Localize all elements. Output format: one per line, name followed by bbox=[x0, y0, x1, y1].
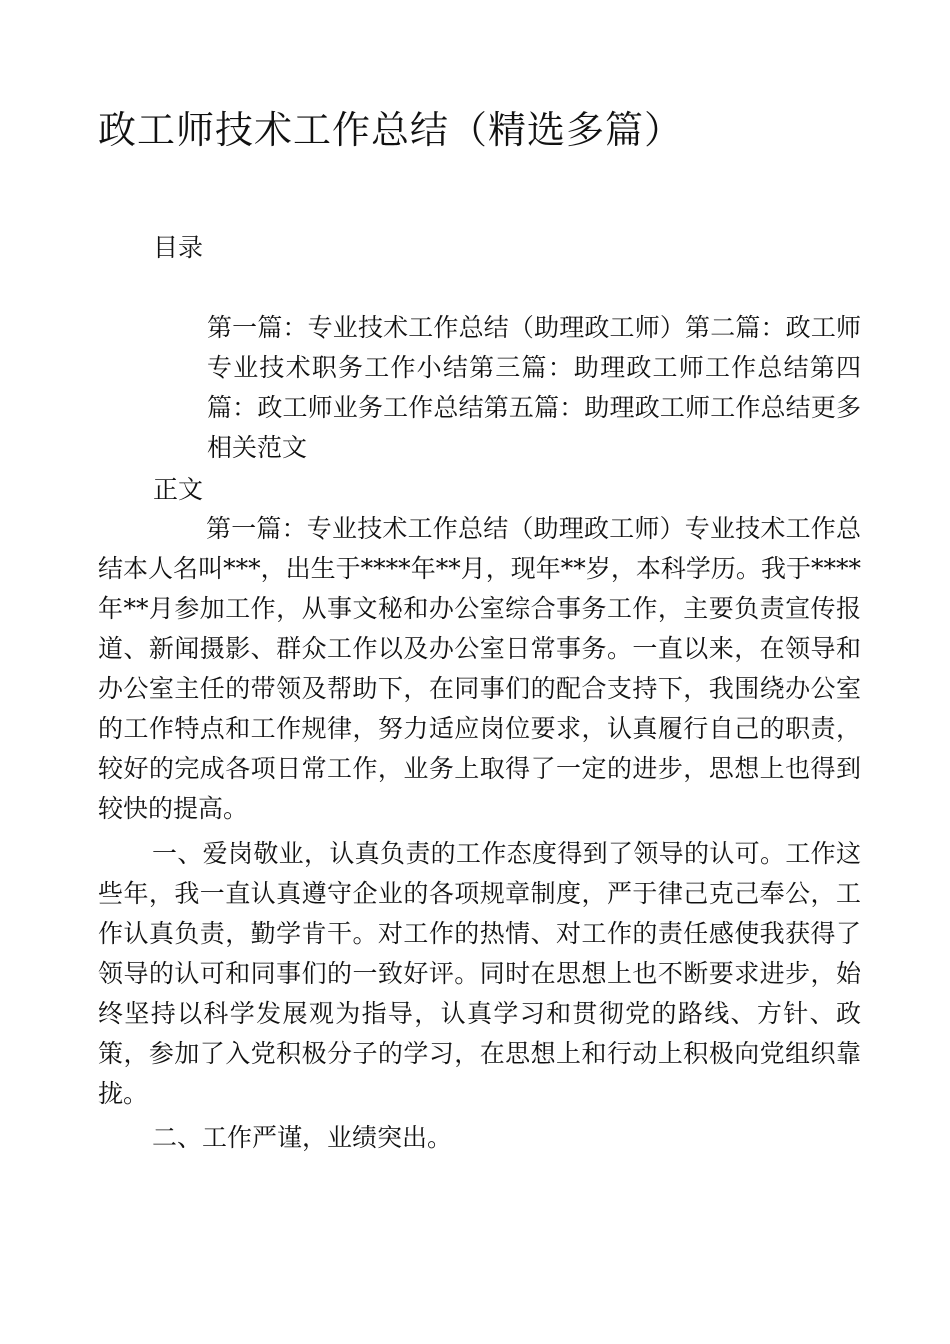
toc-text: 第一篇：专业技术工作总结（助理政工师）第二篇：政工师专业技术职务工作小结第三篇：助理政工师工作总结第四篇：政工师业务工作总结第五篇：助理政工师工作总结更多相关范文 bbox=[207, 313, 861, 462]
paragraph-section-one: 一、爱岗敬业，认真负责的工作态度得到了领导的认可。工作这些年，我一直认真遵守企业的各项规章制度，严于律己克己奉公，工作认真负责，勤学肯干。对工作的热情、对工作的责任感使我获得了领导的认可和同事们的一致好评。同时在思想上也不断要求进步，始终坚持以科学发展观为指导，认真学习和贯彻党的路线、方针、政策，参加了入党积极分子的学习，在思想上和行动上积极向党组织靠拢。 bbox=[98, 839, 861, 1108]
paragraph-section-two: 二、工作严谨，业绩突出。 bbox=[152, 1123, 453, 1152]
body-heading: 正文 bbox=[153, 475, 204, 504]
toc-heading: 目录 bbox=[153, 233, 204, 262]
paragraph-intro: 第一篇：专业技术工作总结（助理政工师）专业技术工作总结本人名叫***，出生于****年**月，现年**岁，本科学历。我于****年**月参加工作，从事文秘和办公室综合事务工作，主要负责宣传报道、新闻摄影、群众工作以及办公室日常事务。一直以来，在领导和办公室主任的带领及帮助下，在同事们的配合支持下，我围绕办公室的工作特点和工作规律，努力适应岗位要求，认真履行自己的职责，较好的完成各项日常工作，业务上取得了一定的进步，思想上也得到较快的提高。 bbox=[98, 514, 861, 823]
document-title: 政工师技术工作总结（精选多篇） bbox=[98, 108, 684, 152]
